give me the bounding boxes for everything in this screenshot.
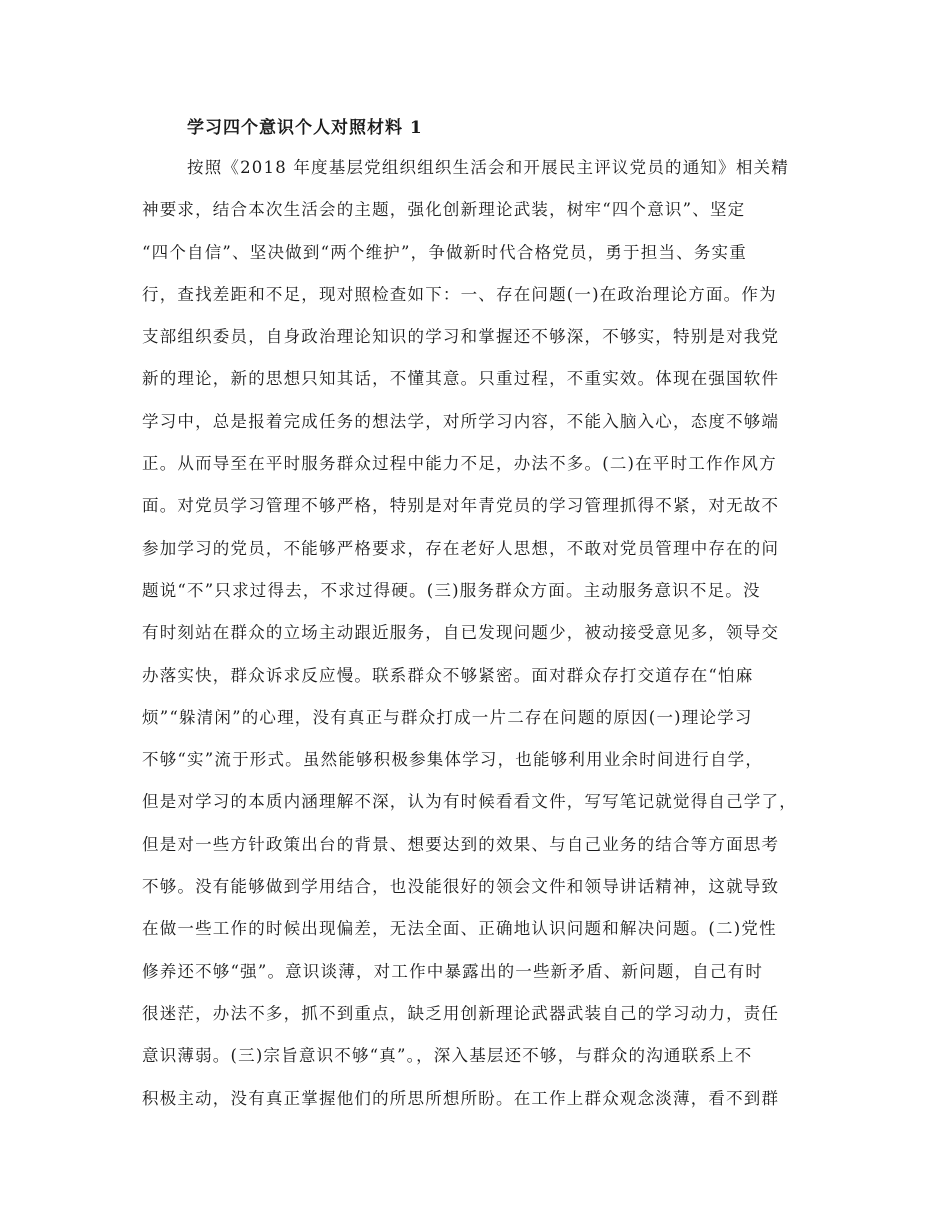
text-line: 面。对党员学习管理不够严格，特别是对年青党员的学习管理抓得不紧，对无故不 xyxy=(142,496,780,516)
text-line: 支部组织委员，自身政治理论知识的学习和掌握还不够深，不够实，特别是对我党 xyxy=(142,327,780,347)
text-line: 题说“不”只求过得去，不求过得硬。(三)服务群众方面。主动服务意识不足。没 xyxy=(142,580,761,600)
text-line: 有时刻站在群众的立场主动跟近服务，自已发现问题少，被动接受意见多，领导交 xyxy=(142,623,780,643)
text-line: 但是对学习的本质内涵理解不深，认为有时候看看文件，写写笔记就觉得自己学了， xyxy=(142,792,797,812)
text-line: 在做一些工作的时候出现偏差，无法全面、正确地认识问题和解决问题。(二)党性 xyxy=(142,919,777,939)
document-title: 学习四个意识个人对照材料 1 xyxy=(187,118,423,138)
text-line: 神要求，结合本次生活会的主题，强化创新理论武装，树牢“四个意识”、坚定 xyxy=(142,200,746,220)
text-line: 积极主动，没有真正掌握他们的所思所想所盼。在工作上群众观念淡薄，看不到群 xyxy=(142,1088,780,1108)
text-line: 办落实快，群众诉求反应慢。联系群众不够紧密。面对群众存打交道存在“怕麻 xyxy=(142,665,754,685)
text-line: 不够“实”流于形式。虽然能够积极参集体学习，也能够利用业余时间进行自学， xyxy=(142,750,764,770)
text-line: 学习中，总是报着完成任务的想法学，对所学习内容，不能入脑入心，态度不够端 xyxy=(142,411,780,431)
text-line: 不够。没有能够做到学用结合，也没能很好的领会文件和领导讲话精神，这就导致 xyxy=(142,877,780,897)
text-line: 但是对一些方针政策出台的背景、想要达到的效果、与自己业务的结合等方面思考 xyxy=(142,834,780,854)
text-line: 按照《2018 年度基层党组织组织生活会和开展民主评议党员的通知》相关精 xyxy=(187,158,789,177)
text-line: 新的理论，新的思想只知其话，不懂其意。只重过程，不重实效。体现在强国软件 xyxy=(142,369,780,389)
text-line: 意识薄弱。(三)宗旨意识不够“真”。，深入基层还不够，与群众的沟通联系上不 xyxy=(142,1046,753,1066)
text-line: 行，查找差距和不足，现对照检查如下：一、存在问题(一)在政治理论方面。作为 xyxy=(142,284,777,304)
text-line: “四个自信”、坚决做到“两个维护”，争做新时代合格党员，勇于担当、务实重 xyxy=(142,242,747,262)
text-line: 烦”“躲清闲”的心理，没有真正与群众打成一片二存在问题的原因(一)理论学习 xyxy=(142,707,753,727)
text-line: 正。从而导至在平时服务群众过程中能力不足，办法不多。(二)在平时工作作风方 xyxy=(142,454,777,474)
text-line: 很迷茫，办法不多，抓不到重点，缺乏用创新理论武器武装自己的学习动力，责任 xyxy=(142,1003,780,1023)
text-line: 修养还不够“强”。意识谈薄，对工作中暴露出的一些新矛盾、新问题，自己有时 xyxy=(142,961,764,981)
text-line: 参加学习的党员，不能够严格要求，存在老好人思想，不敢对党员管理中存在的问 xyxy=(142,538,780,558)
document-body xyxy=(142,152,814,1125)
